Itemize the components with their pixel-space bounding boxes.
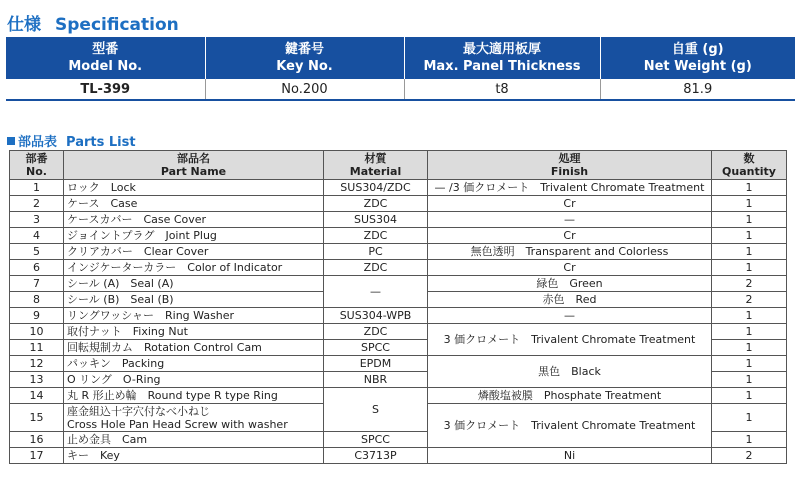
part-qty: 1	[712, 388, 787, 404]
part-material: NBR	[324, 372, 428, 388]
part-no: 16	[10, 432, 64, 448]
spec-title	[7, 10, 179, 35]
parts-header-no	[10, 151, 64, 180]
square-bullet-icon	[7, 137, 15, 145]
part-name-en: Cross Hole Pan Head Screw with washer	[67, 417, 288, 431]
part-material: ZDC	[324, 228, 428, 244]
part-name: 回転規制カム Rotation Control Cam	[64, 340, 324, 356]
spec-key-value: No.200	[205, 79, 404, 100]
part-material: S	[324, 388, 428, 432]
part-no: 10	[10, 324, 64, 340]
part-no: 11	[10, 340, 64, 356]
spec-title-en: Specification	[55, 15, 179, 35]
parts-header-row	[10, 151, 787, 180]
spec-model-value: TL-399	[6, 79, 205, 100]
table-row	[10, 356, 787, 372]
part-no: 2	[10, 196, 64, 212]
spec-title-jp: 仕様	[7, 15, 41, 35]
spec-header-model-en: Model No.	[68, 59, 143, 74]
spec-header-thickness-jp: 最大適用板厚	[462, 42, 541, 57]
table-row	[10, 276, 787, 292]
part-material: SPCC	[324, 432, 428, 448]
part-no: 3	[10, 212, 64, 228]
part-no: 14	[10, 388, 64, 404]
part-material: SUS304/ZDC	[324, 180, 428, 196]
part-name: 取付ナット Fixing Nut	[64, 324, 324, 340]
parts-title	[7, 131, 136, 150]
part-qty: 1	[712, 432, 787, 448]
part-no: 13	[10, 372, 64, 388]
part-name: ロック Lock	[64, 180, 324, 196]
part-finish: 緑色 Green	[428, 276, 712, 292]
part-qty: 1	[712, 308, 787, 324]
part-finish: Cr	[428, 228, 712, 244]
part-name: シール (A) Seal (A)	[64, 276, 324, 292]
part-no: 5	[10, 244, 64, 260]
parts-header-name-jp: 部品名	[177, 152, 210, 165]
part-name: ジョイントプラグ Joint Plug	[64, 228, 324, 244]
part-finish: 3 価クロメート Trivalent Chromate Treatment	[428, 404, 712, 448]
spec-table	[6, 37, 795, 101]
part-material: —	[324, 276, 428, 308]
part-name: インジケーターカラー Color of Indicator	[64, 260, 324, 276]
spec-weight-value: 81.9	[600, 79, 795, 100]
spec-header-weight	[600, 37, 795, 79]
parts-header-material-jp: 材質	[364, 152, 387, 165]
part-finish: —	[428, 308, 712, 324]
part-name: 止め金具 Cam	[64, 432, 324, 448]
spec-header-model	[6, 37, 205, 79]
part-qty: 2	[712, 292, 787, 308]
spec-header-key-jp: 鍵番号	[284, 42, 324, 57]
part-finish: 燐酸塩被膜 Phosphate Treatment	[428, 388, 712, 404]
part-qty: 2	[712, 276, 787, 292]
parts-header-qty	[712, 151, 787, 180]
spec-header-key-en: Key No.	[276, 59, 333, 74]
part-finish: —	[428, 212, 712, 228]
part-material: ZDC	[324, 260, 428, 276]
parts-table	[9, 150, 787, 464]
table-row	[10, 196, 787, 212]
part-name: キー Key	[64, 448, 324, 464]
part-qty: 1	[712, 196, 787, 212]
part-no: 7	[10, 276, 64, 292]
part-name: 丸 R 形止め輪 Round type R type Ring	[64, 388, 324, 404]
parts-header-material	[324, 151, 428, 180]
part-no: 12	[10, 356, 64, 372]
part-name	[64, 404, 324, 432]
spec-header-key	[205, 37, 404, 79]
part-material: PC	[324, 244, 428, 260]
part-material: SUS304-WPB	[324, 308, 428, 324]
table-row	[10, 244, 787, 260]
part-material: ZDC	[324, 196, 428, 212]
part-finish: Cr	[428, 260, 712, 276]
part-finish: 黒色 Black	[428, 356, 712, 388]
part-name: リングワッシャー Ring Washer	[64, 308, 324, 324]
parts-header-finish-en: Finish	[550, 165, 589, 178]
part-qty: 1	[712, 340, 787, 356]
part-qty: 1	[712, 404, 787, 432]
spec-header-thickness-en: Max. Panel Thickness	[423, 59, 581, 74]
part-name: O リング O-Ring	[64, 372, 324, 388]
part-name-jp: 座金組込十字穴付なべ小ねじ	[67, 404, 210, 418]
part-name: クリアカバー Clear Cover	[64, 244, 324, 260]
part-finish: Cr	[428, 196, 712, 212]
part-no: 6	[10, 260, 64, 276]
parts-header-finish-jp: 処理	[558, 152, 581, 165]
parts-header-qty-en: Quantity	[722, 165, 776, 178]
part-material: ZDC	[324, 324, 428, 340]
part-finish: Ni	[428, 448, 712, 464]
part-qty: 1	[712, 228, 787, 244]
parts-title-jp: 部品表	[18, 135, 58, 150]
part-qty: 1	[712, 356, 787, 372]
part-qty: 2	[712, 448, 787, 464]
spec-header-row	[6, 37, 795, 79]
part-qty: 1	[712, 260, 787, 276]
part-no: 9	[10, 308, 64, 324]
part-name: パッキン Packing	[64, 356, 324, 372]
spec-value-row	[6, 79, 795, 100]
part-qty: 1	[712, 180, 787, 196]
spec-header-weight-en: Net Weight (g)	[643, 59, 752, 74]
table-row	[10, 324, 787, 340]
part-material: SPCC	[324, 340, 428, 356]
parts-header-name-en: Part Name	[160, 165, 227, 178]
part-name: シール (B) Seal (B)	[64, 292, 324, 308]
part-name: ケース Case	[64, 196, 324, 212]
spec-header-thickness	[404, 37, 600, 79]
part-qty: 1	[712, 372, 787, 388]
part-finish: 3 価クロメート Trivalent Chromate Treatment	[428, 324, 712, 356]
table-row	[10, 388, 787, 404]
part-no: 4	[10, 228, 64, 244]
table-row	[10, 448, 787, 464]
parts-header-no-en: No.	[26, 165, 47, 178]
spec-header-model-jp: 型番	[92, 42, 119, 57]
parts-header-no-jp: 部番	[25, 152, 48, 165]
table-row	[10, 308, 787, 324]
parts-header-name	[64, 151, 324, 180]
part-material: SUS304	[324, 212, 428, 228]
part-qty: 1	[712, 244, 787, 260]
part-name: ケースカバー Case Cover	[64, 212, 324, 228]
parts-header-material-en: Material	[349, 165, 402, 178]
part-finish: 赤色 Red	[428, 292, 712, 308]
part-no: 17	[10, 448, 64, 464]
table-row	[10, 180, 787, 196]
parts-header-finish	[428, 151, 712, 180]
part-qty: 1	[712, 212, 787, 228]
part-qty: 1	[712, 324, 787, 340]
parts-title-en: Parts List	[66, 135, 136, 150]
spec-thickness-value: t8	[404, 79, 600, 100]
table-row	[10, 228, 787, 244]
part-no: 15	[10, 404, 64, 432]
table-row	[10, 260, 787, 276]
parts-header-qty-jp: 数	[743, 152, 755, 165]
part-finish: 無色透明 Transparent and Colorless	[428, 244, 712, 260]
part-material: EPDM	[324, 356, 428, 372]
spec-header-weight-jp: 自重 (g)	[671, 42, 724, 57]
table-row	[10, 212, 787, 228]
part-finish: — /3 価クロメート Trivalent Chromate Treatment	[428, 180, 712, 196]
part-no: 1	[10, 180, 64, 196]
part-material: C3713P	[324, 448, 428, 464]
part-no: 8	[10, 292, 64, 308]
